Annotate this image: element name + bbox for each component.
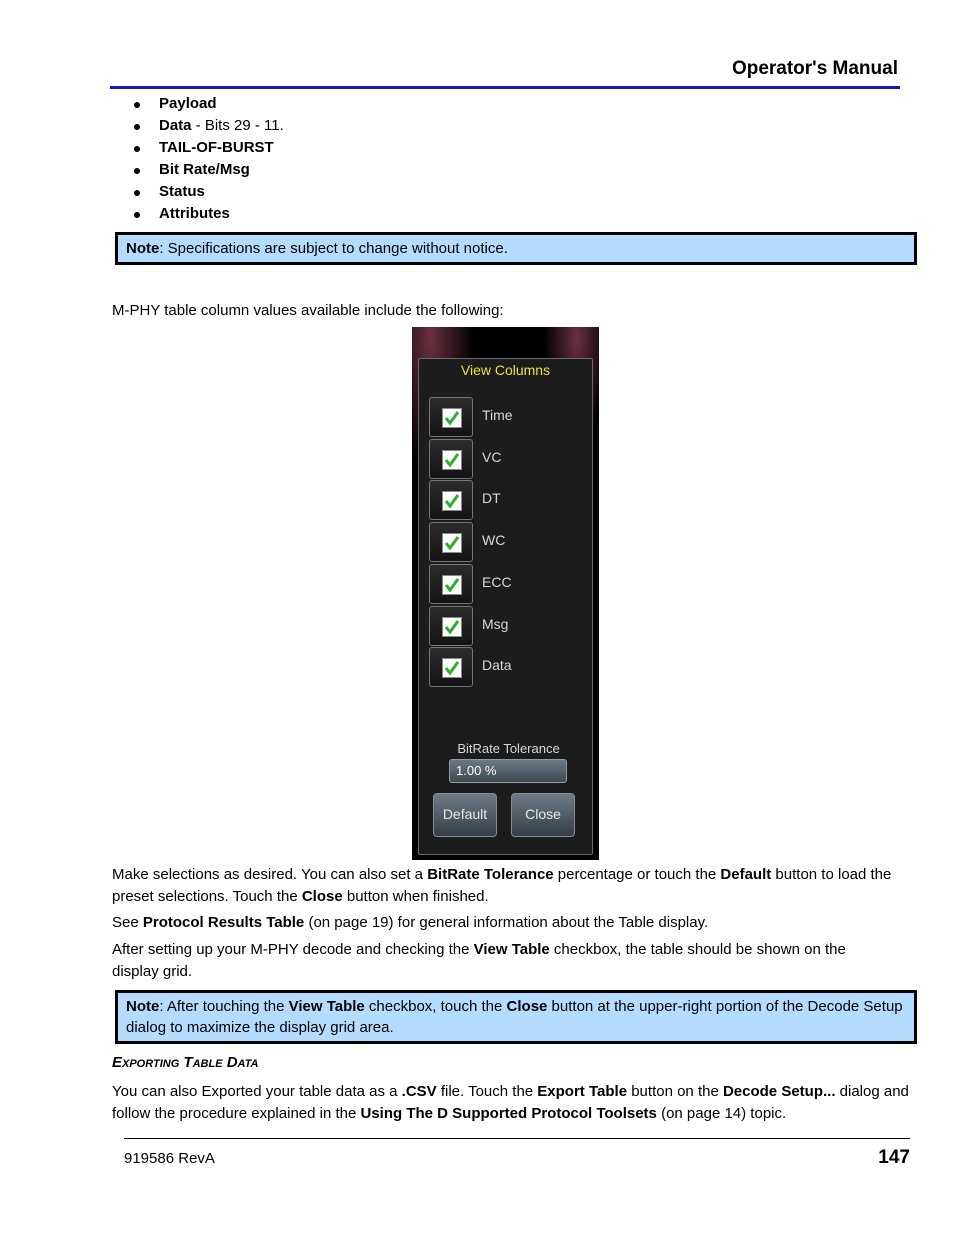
checkbox-data[interactable]: [429, 647, 473, 687]
protocol-results-table-link[interactable]: Protocol Results Table: [142, 914, 305, 931]
checkbox-dt[interactable]: [429, 480, 473, 520]
text: Make selections as desired. You can also set a: [112, 866, 428, 883]
list-item: [112, 159, 284, 181]
column-row-msg[interactable]: [429, 606, 579, 646]
column-row-time[interactable]: [429, 397, 579, 437]
bold-text: Close: [506, 998, 548, 1015]
bullet-text: - Bits 29 - 11.: [191, 117, 284, 134]
text: button on the: [627, 1083, 723, 1100]
note-box-specifications: [115, 232, 917, 265]
selections-paragraph: [112, 864, 902, 908]
list-item: [112, 203, 284, 225]
text: dialog and follow the procedure explained in the: [112, 1083, 909, 1122]
text: file. Touch the: [436, 1083, 538, 1100]
toolsets-link[interactable]: Using The D Supported Protocol Toolsets: [360, 1105, 657, 1122]
close-button[interactable]: Close: [511, 793, 575, 837]
note-text: : Specifications are subject to change without notice.: [159, 240, 508, 257]
bold-text: Close: [301, 888, 343, 905]
field-bullet-list: [112, 93, 284, 225]
bold-text: View Table: [288, 998, 365, 1015]
list-item: [112, 115, 284, 137]
text: (on page 19) for general information about the Table display.: [304, 914, 709, 931]
text: percentage or touch the: [553, 866, 721, 883]
checkmark-icon: [444, 410, 460, 426]
column-row-ecc[interactable]: [429, 564, 579, 604]
export-paragraph: [112, 1081, 912, 1125]
column-label: Data: [482, 657, 512, 673]
document-id: 919586 RevA: [124, 1150, 215, 1167]
bullet-bold: Bit Rate/Msg: [159, 161, 250, 178]
bold-text: .CSV: [401, 1083, 437, 1100]
bullet-bold: Attributes: [159, 205, 230, 222]
header-title: Operator's Manual: [731, 58, 898, 79]
bullet-bold: TAIL-OF-BURST: [159, 139, 274, 156]
column-label: Time: [482, 407, 513, 423]
checkmark-icon: [444, 452, 460, 468]
checkmark-icon: [444, 577, 460, 593]
section-heading: Exporting Table Data: [112, 1054, 259, 1071]
column-label: Msg: [482, 616, 509, 632]
checkmark-icon: [444, 493, 460, 509]
text: You can also Exported your table data as a: [112, 1083, 402, 1100]
bitrate-tolerance-label: BitRate Tolerance: [457, 741, 560, 756]
column-label: DT: [482, 490, 501, 506]
view-columns-screenshot: [412, 327, 599, 860]
note-box-view-table: [115, 990, 917, 1044]
checkmark-icon: [444, 535, 460, 551]
bullet-bold: Data: [159, 117, 192, 134]
checkmark-icon: [444, 660, 460, 676]
text: button to load the preset selections. Touch the: [112, 866, 892, 905]
page-number: 147: [878, 1147, 910, 1168]
list-item: [112, 93, 284, 115]
view-table-paragraph: [112, 939, 892, 983]
text: checkbox, touch the: [364, 998, 507, 1015]
text: button at the upper-right portion of the Decode Setup dialog to maximize the display grid area.: [126, 998, 903, 1036]
bold-text: Decode Setup...: [722, 1083, 836, 1100]
column-row-wc[interactable]: [429, 522, 579, 562]
header-rule: [110, 86, 900, 89]
checkmark-icon: [444, 619, 460, 635]
column-row-data[interactable]: [429, 647, 579, 687]
view-columns-dialog: [418, 358, 593, 855]
bullet-bold: Status: [159, 183, 205, 200]
checkbox-msg[interactable]: [429, 606, 473, 646]
bullet-bold: Payload: [159, 95, 217, 112]
checkbox-ecc[interactable]: [429, 564, 473, 604]
dialog-title: View Columns: [460, 362, 551, 378]
bitrate-tolerance-input[interactable]: 1.00 %: [449, 759, 567, 783]
bold-text: Default: [720, 866, 772, 883]
bold-text: Export Table: [537, 1083, 628, 1100]
column-label: ECC: [482, 574, 512, 590]
text: : After touching the: [159, 998, 289, 1015]
checkbox-vc[interactable]: [429, 439, 473, 479]
text: checkbox, the table should be shown on the display grid.: [112, 941, 846, 980]
list-item: [112, 137, 284, 159]
text: After setting up your M-PHY decode and checking the: [112, 941, 474, 958]
note-label: Note: [126, 998, 160, 1015]
list-item: [112, 181, 284, 203]
intro-paragraph: M-PHY table column values available include the following:: [112, 302, 504, 319]
column-row-dt[interactable]: [429, 480, 579, 520]
text: (on page 14) topic.: [656, 1105, 787, 1122]
checkbox-wc[interactable]: [429, 522, 473, 562]
text: button when finished.: [342, 888, 489, 905]
column-label: VC: [482, 449, 502, 465]
footer-rule: [124, 1138, 910, 1139]
default-button[interactable]: Default: [433, 793, 497, 837]
note-label: Note: [126, 240, 160, 257]
bold-text: View Table: [473, 941, 550, 958]
column-label: WC: [482, 532, 506, 548]
checkbox-time[interactable]: [429, 397, 473, 437]
column-row-vc[interactable]: [429, 439, 579, 479]
text: See: [112, 914, 143, 931]
see-also-paragraph: [112, 912, 912, 934]
bold-text: BitRate Tolerance: [427, 866, 554, 883]
